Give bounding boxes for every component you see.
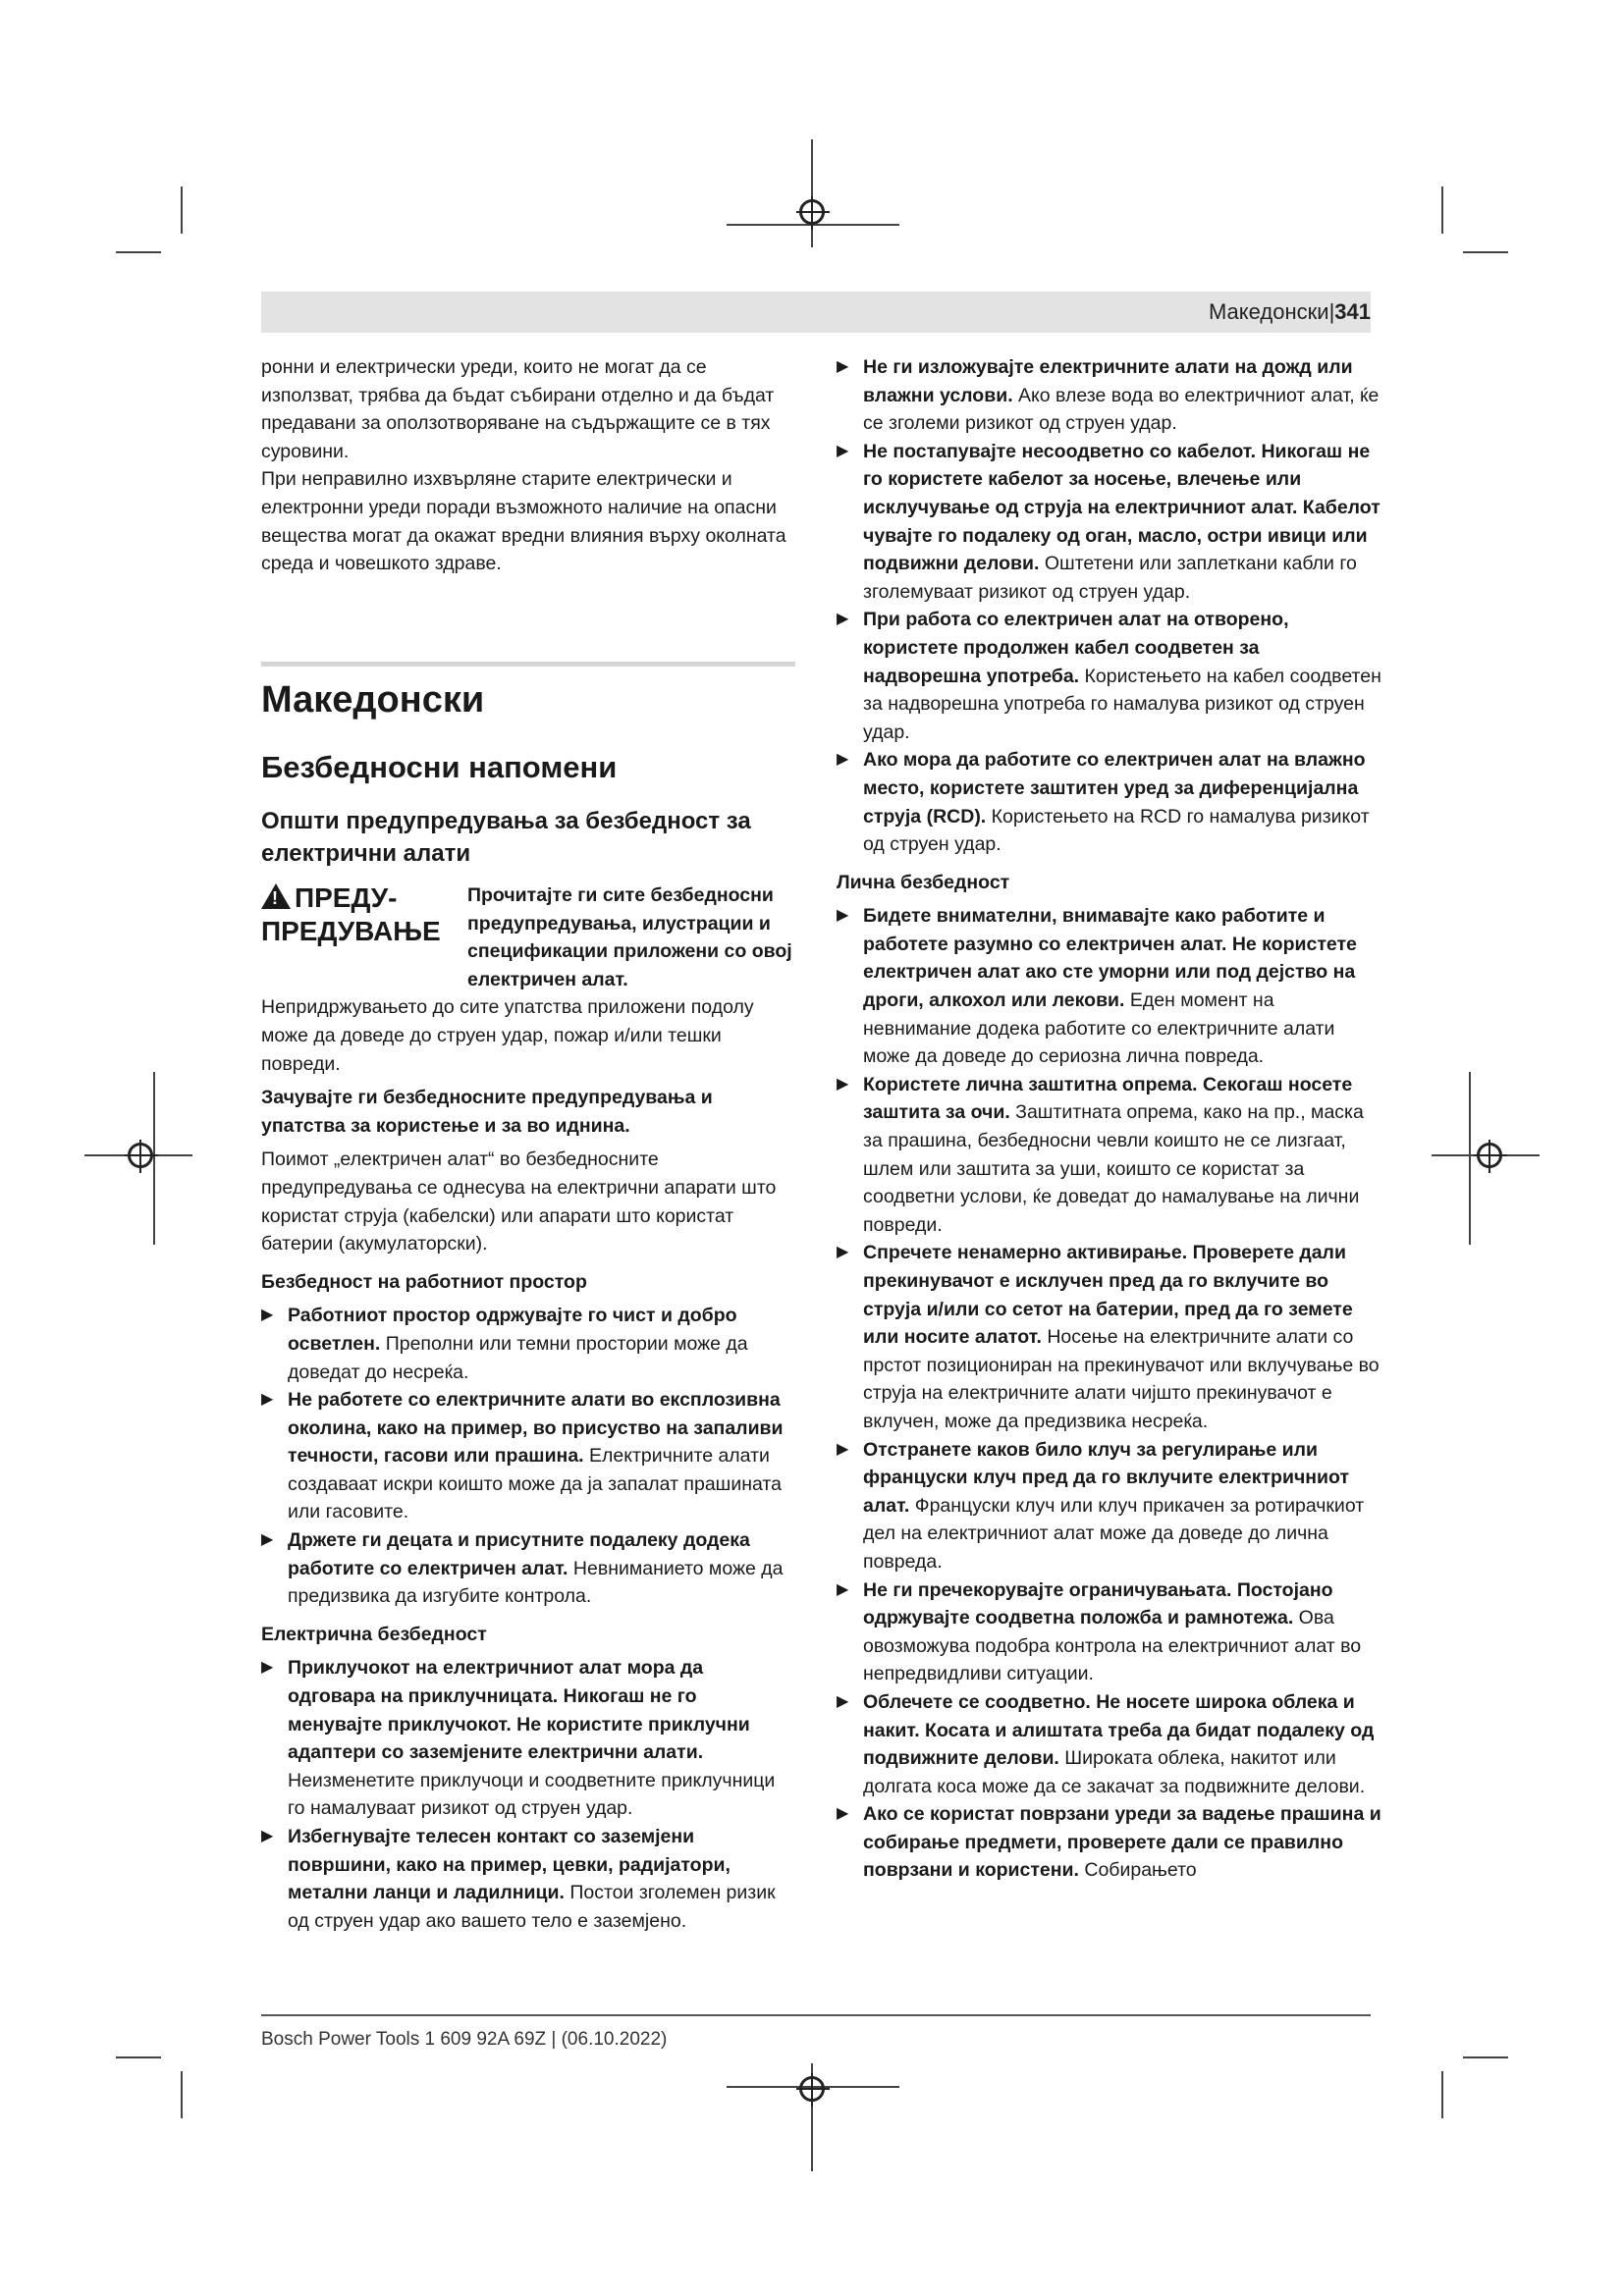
bullet-text: Француски клуч или клуч прикачен за ротирачкиот дел на електричниот алат може да доведе до лична повреда. (863, 1494, 1365, 1573)
crop-mark (1441, 2071, 1443, 2118)
page-footer: Bosch Power Tools 1 609 92A 69Z | (06.10.2022) (261, 2029, 668, 2050)
section-subtitle: Безбедносни напомени (261, 750, 618, 784)
bullet-arrow-icon: ▶ (837, 751, 849, 769)
bullet-bold-text: Не ги изложувајте електричните алати на дожд или влажни услови. (863, 356, 1353, 406)
bullet-arrow-icon: ▶ (261, 1531, 274, 1549)
bullet-bold-text: При работа со електричен алат на отворено, користете продолжен кабел соодветен за надворешна употреба. (863, 609, 1289, 687)
registration-line (153, 1072, 155, 1245)
bullet-text: Постои зголемен ризик од струен удар ако вашето тело е заземјено. (288, 1882, 776, 1932)
subheading-workarea: Безбедност на работниот простор (261, 1270, 587, 1293)
bullet-arrow-icon: ▶ (837, 907, 849, 925)
bullet-item (261, 1386, 795, 1526)
subsection-title: Општи предупредувања за безбедност за електрични алати (261, 808, 751, 867)
bullet-item (837, 1800, 1382, 1885)
bullet-bold-text: Ако мора да работите со електричен алат на влажно место, користете заштитен уред за диференцијална струја (RCD). (863, 749, 1366, 828)
warning-bold: Прочитајте ги сите безбедносни предупредувања, илустрации и спецификации приложени со овој електричен алат. (467, 884, 792, 990)
bullet-text: Собирањето (1078, 1859, 1197, 1882)
personal-list (837, 902, 1382, 1885)
registration-line (811, 139, 813, 247)
warning-label (261, 881, 467, 966)
bullet-arrow-icon: ▶ (837, 1580, 849, 1598)
bullet-arrow-icon: ▶ (837, 1244, 849, 1261)
term-paragraph: Поимот „електричен алат“ во безбедносните предупредувања се однесува на електрични апарати што користат струја (кабелски) или апарати што користат батерии (акумулаторски). (261, 1148, 777, 1255)
bullet-arrow-icon: ▶ (261, 1307, 274, 1324)
bullet-text: Користењето на кабел соодветен за надворешна употреба го намалува ризикот од струен удар. (863, 665, 1381, 743)
bullet-arrow-icon: ▶ (837, 611, 849, 628)
bullet-arrow-icon: ▶ (837, 1440, 849, 1458)
subheading-personal: Лична безбедност (837, 871, 1010, 893)
bullet-item (837, 902, 1382, 1071)
bullet-text: Неизменетите приклучоци и соодветните приклучници го намалуваат ризикот од струен удар. (288, 1769, 776, 1820)
registration-target-icon (128, 1143, 153, 1168)
electrical-list-continued (837, 353, 1382, 859)
warning-label-line2: ПРЕДУВАЊЕ (261, 916, 441, 946)
bullet-item (261, 1823, 795, 1935)
bullet-bold-text: Бидете внимателни, внимавајте како работите и работете разумно со електричен алат. Не користете електричен алат ако сте уморни или под дејство на дроги, алкохол или лекови. (863, 905, 1357, 1012)
registration-line (1469, 1072, 1471, 1245)
crop-mark (1441, 187, 1443, 234)
bullet-bold-text: Избегнувајте телесен контакт со заземјени површини, како на пример, цевки, радијатори, метални ланци и ладилници. (288, 1826, 731, 1904)
bullet-text: Носење на електричните алати со прстот позициониран на прекинувачот или вклучување во струја на електричните алати чијшто прекинувачот е вклучен, може да предизвика несреќа. (863, 1326, 1380, 1432)
crop-mark (181, 187, 183, 234)
left-column (261, 353, 795, 578)
bullet-item (837, 438, 1382, 607)
bullet-arrow-icon: ▶ (261, 1828, 274, 1844)
bullet-bold-text: Држете ги децата и присутните подалеку додека работите со електричен алат. (288, 1529, 750, 1579)
bullet-item (837, 1576, 1382, 1688)
registration-target-icon (799, 2076, 825, 2102)
bullet-bold-text: Не работете со електричните алати во експлозивна околина, како на пример, во присуство на запаливи течности, гасови или прашина. (288, 1389, 784, 1468)
header-language: Македонски (1208, 299, 1329, 324)
header-separator: | (1328, 299, 1335, 324)
bullet-item (837, 1688, 1382, 1800)
registration-target-icon (799, 199, 825, 225)
crop-mark (1463, 2056, 1508, 2058)
bullet-bold-text: Приклучокот на електричниот алат мора да одговара на приклучницата. Никогаш не го менувајте приклучокот. Не користите приклучни адаптери со заземјените електрични алати. (288, 1657, 750, 1764)
bullet-item (261, 1526, 795, 1611)
section-title: Македонски (261, 679, 485, 721)
crop-mark (181, 2071, 183, 2118)
footer-rule (261, 2014, 1371, 2016)
electrical-list (261, 1654, 795, 1935)
bullet-text: Ако влезе вода во електричниот алат, ќе се зголеми ризикот од струен удар. (863, 384, 1380, 435)
bullet-arrow-icon: ▶ (837, 1805, 849, 1823)
page-header (1209, 299, 1371, 325)
bullet-item (837, 353, 1382, 438)
warning-triangle-icon (261, 883, 291, 909)
bullet-bold-text: Облечете се соодветно. Не носете широка облека и накит. Косата и алиштата треба да бидат подалеку од подвижните делови. (863, 1690, 1375, 1770)
bullet-text: Ова овозможува подобра контрола на електричниот алат во непредвидливи ситуации. (863, 1607, 1362, 1685)
bullet-text: Користењето на RCD го намалува ризикот од струен удар. (863, 805, 1370, 856)
page-number: 341 (1334, 299, 1371, 324)
registration-target-icon (1477, 1143, 1502, 1168)
bullet-bold-text: Не постапувајте несоодветно со кабелот. Никогаш не го користете кабелот за носење, влечење или исклучување од струја на електричниот алат. Кабелот чувајте го подалеку од оган, масло, остри ивици или подвижни делови. (863, 440, 1380, 575)
bullet-item (837, 1071, 1382, 1240)
crop-mark (116, 251, 161, 253)
bullet-bold-text: Користете лична заштитна опрема. Секогаш носете заштита за очи. (863, 1073, 1353, 1124)
workarea-list (261, 1302, 795, 1611)
left-column-main (261, 677, 795, 1935)
crop-mark (116, 2056, 161, 2058)
keep-instructions: Зачувајте ги безбедносните предупредувања и упатства за користење и за во иднина. (261, 1087, 713, 1137)
bullet-arrow-icon: ▶ (261, 1391, 274, 1409)
crop-mark (1463, 251, 1508, 253)
bullet-text: Невниманието може да предизвика да изгубите контрола. (288, 1557, 784, 1608)
bullet-item (837, 1239, 1382, 1435)
bullet-arrow-icon: ▶ (837, 358, 849, 375)
bullet-text: Еден момент на невнимание додека работите со електричните алати може да доведе до сериозна лична повреда. (863, 989, 1335, 1068)
bullet-item (837, 606, 1382, 746)
bullet-item (837, 746, 1382, 858)
right-column (837, 353, 1382, 1885)
bullet-bold-text: Работниот простор одржувајте го чист и добро осветлен. (288, 1305, 737, 1355)
bullet-text: Електричните алати создаваат искри коишто може да ја запалат прашината или гасовите. (288, 1445, 782, 1523)
intro-paragraph: При неправилно изхвърляне старите електрически и електронни уреди поради възможното наличие на опасни вещества могат да окажат вредни влияния върху околната среда и човешкото здраве. (261, 468, 786, 575)
warning-label-line1: ПРЕДУ- (295, 882, 398, 913)
bullet-bold-text: Не ги пречекорувајте ограничувањата. Постојано одржувајте соодветна положба и рамнотежа. (863, 1578, 1333, 1629)
header-bar (261, 292, 1371, 333)
bullet-bold-text: Спречете ненамерно активирање. Проверете дали прекинувачот е исклучен пред да го вклучите во струја и/или со сетот на батерии, пред да го земете или носите алатот. (863, 1242, 1353, 1349)
bullet-bold-text: Ако се користат поврзани уреди за вадење прашина и собирање предмети, проверете дали се правилно поврзани и користени. (863, 1803, 1381, 1882)
bullet-text: Преполни или темни простории може да доведат до несреќа. (288, 1332, 748, 1383)
bullet-arrow-icon: ▶ (837, 1075, 849, 1093)
intro-paragraph: ронни и електрически уреди, които не могат да се използват, трябва да бъдат събирани отделно и да бъдат предавани за оползотворяване на съдържащите се в тях суровини. (261, 356, 775, 462)
bullet-text: Заштитната опрема, како на пр., маска за прашина, безбедносни чевли коишто не се лизгаат, шлем или заштита за уши, коишто се користат за соодветни услови, ќе доведат до намалување на лични повреди. (863, 1101, 1364, 1236)
bullet-arrow-icon: ▶ (837, 1692, 849, 1710)
bullet-arrow-icon: ▶ (261, 1659, 274, 1677)
bullet-item (837, 1436, 1382, 1576)
subheading-electrical: Електрична безбедност (261, 1623, 487, 1645)
bullet-text: Широката облека, накитот или долгата коса може да се закачат за подвижните делови. (863, 1747, 1366, 1797)
bullet-item (261, 1654, 795, 1823)
bullet-text: Оштетени или заплеткани кабли го зголемуваат ризикот од струен удар. (863, 553, 1357, 603)
warning-rest: Непридржувањето до сите упатства приложени подолу може да доведе до струен удар, пожар и/или тешки повреди. (261, 996, 754, 1075)
warning-full (261, 881, 795, 1078)
section-divider (261, 662, 795, 667)
bullet-item (261, 1302, 795, 1386)
bullet-arrow-icon: ▶ (837, 442, 849, 459)
bullet-bold-text: Отстранете каков било клуч за регулирање или француски клуч пред да го вклучите електричниот алат. (863, 1438, 1350, 1517)
